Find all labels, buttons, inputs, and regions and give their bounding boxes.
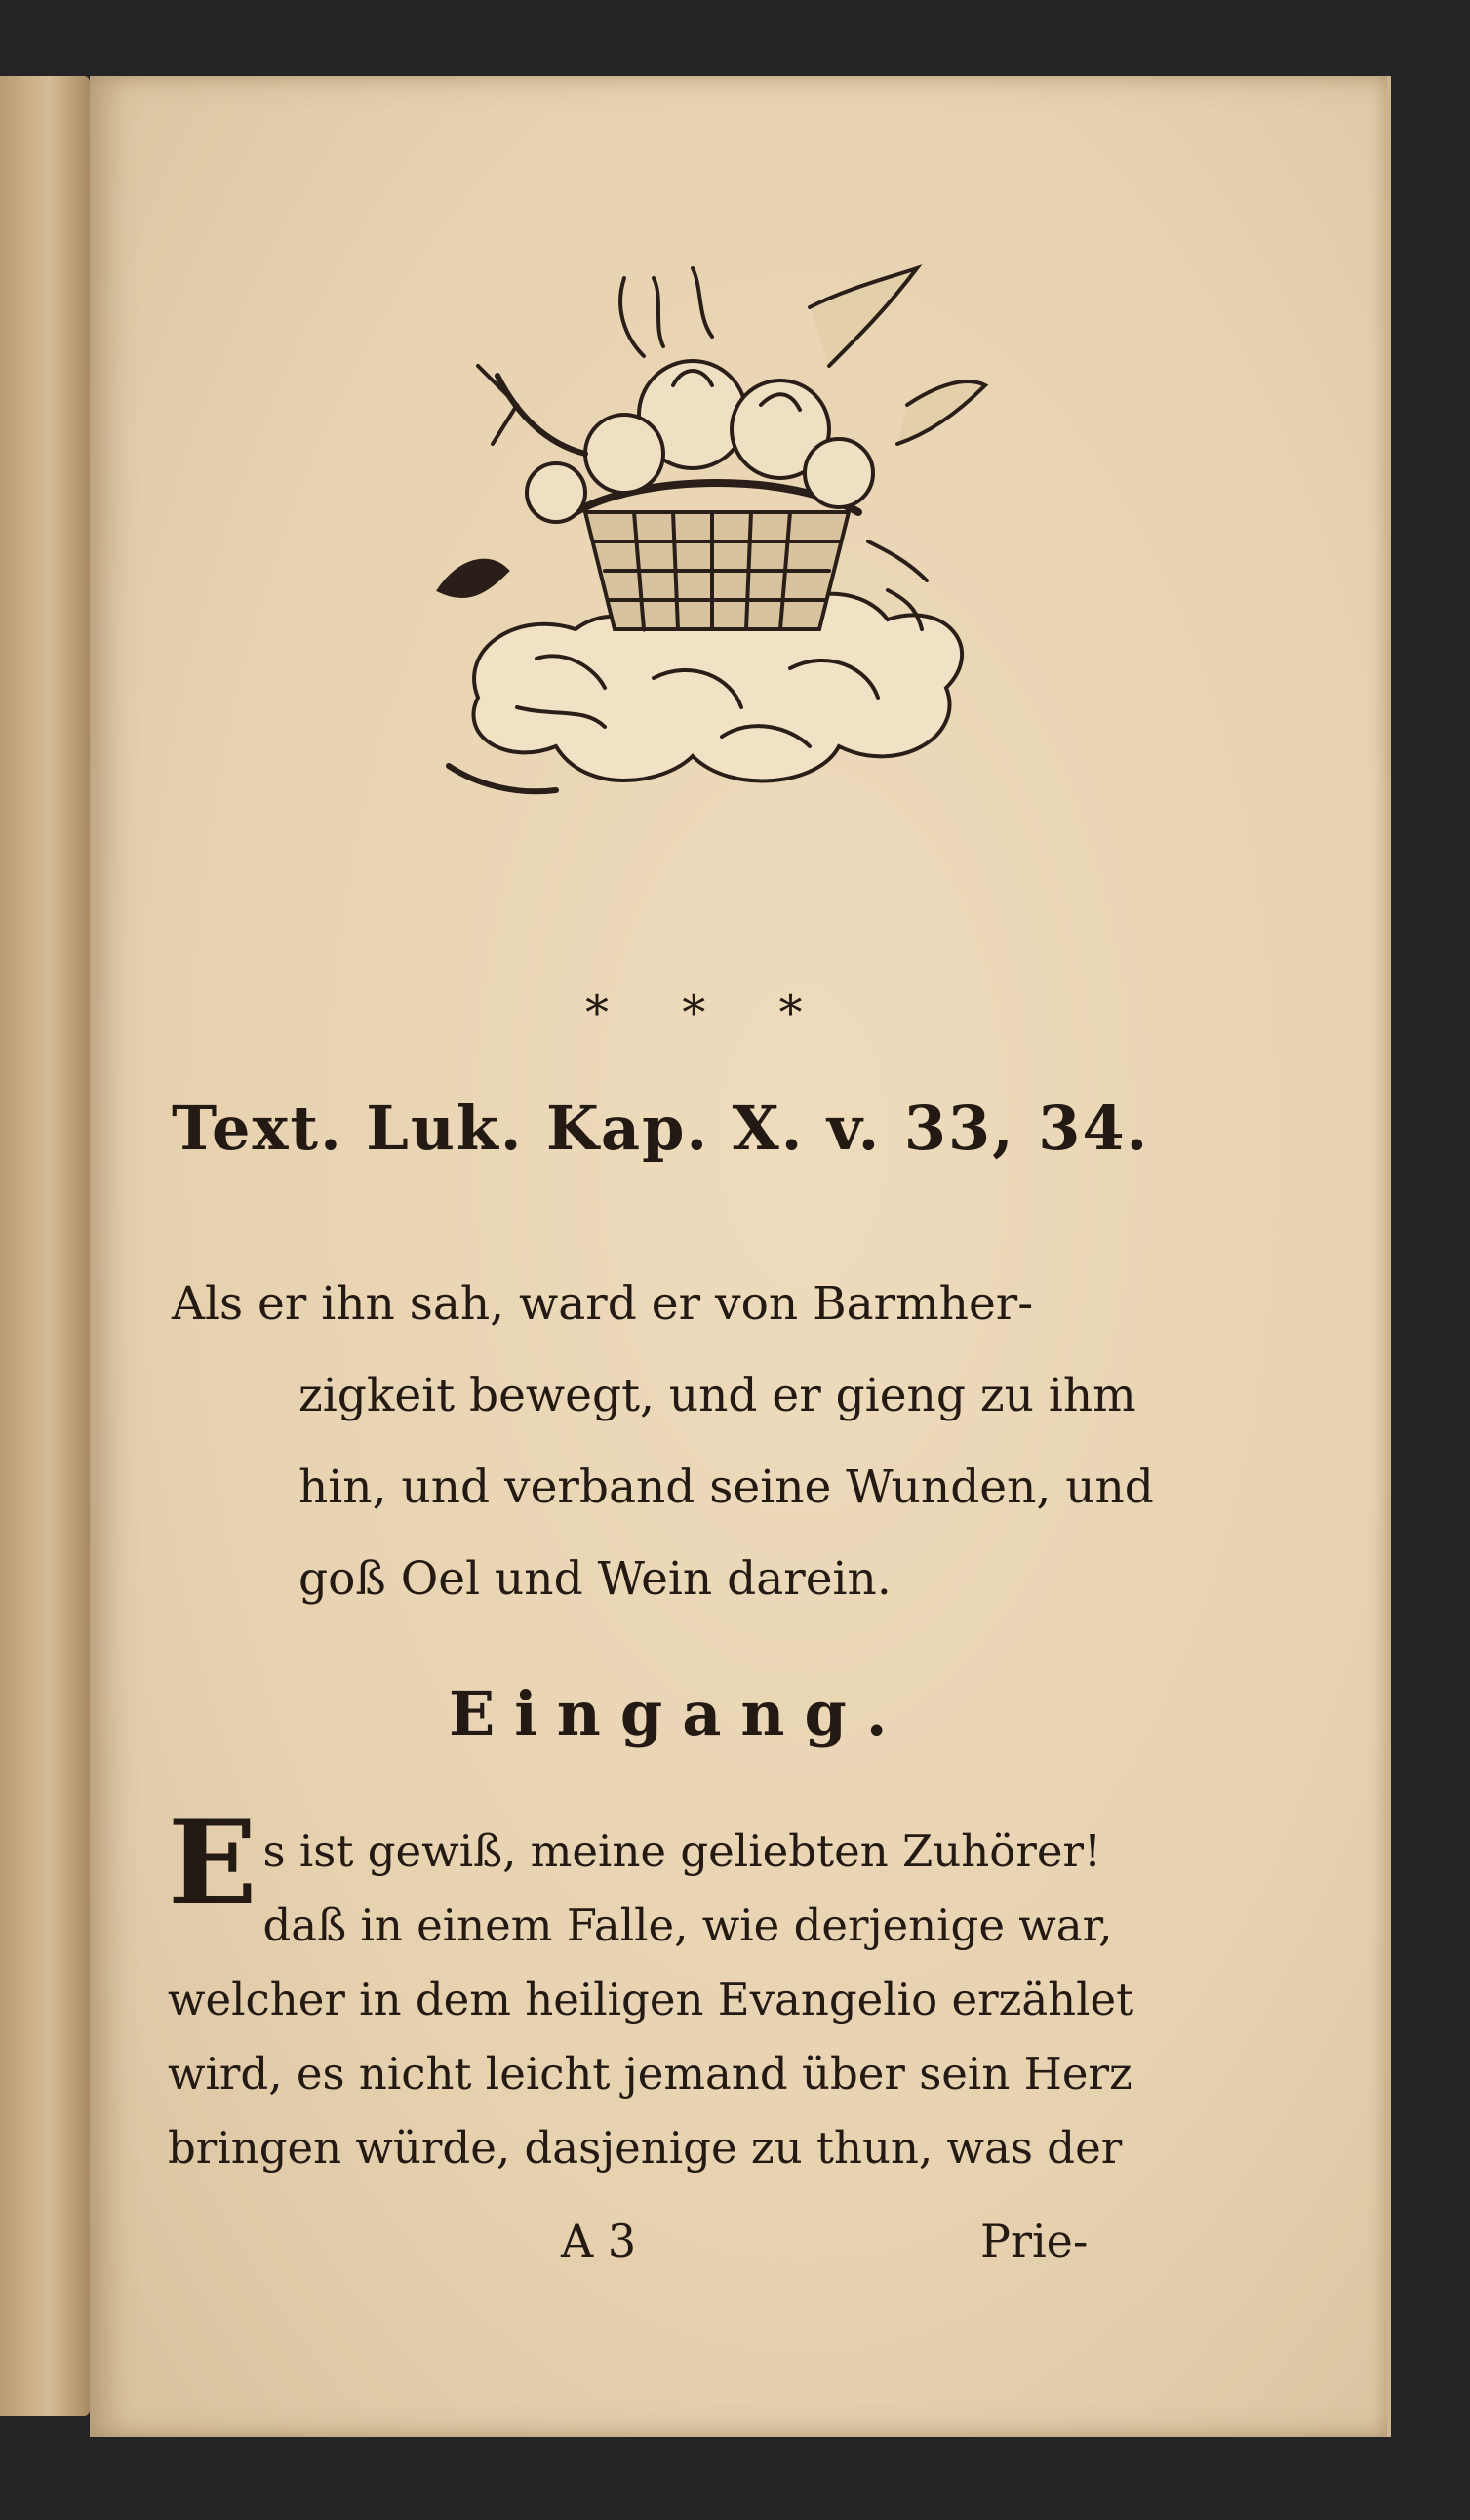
facing-page-edge (0, 76, 90, 2416)
verse-line: hin, und verband seine Wunden, und (298, 1460, 1154, 1514)
fruit-basket-on-cloud-icon (400, 220, 1024, 854)
catchword: Prie- (980, 2215, 1089, 2267)
verse-line: zigkeit bewegt, und er gieng zu ihm (298, 1369, 1136, 1422)
signature-mark: A 3 (561, 2215, 637, 2267)
body-text: s ist gewiß, meine geliebten Zuhörer! daß in einem Falle, wie derjenige war, welcher in dem heiligen Evangelio erzählet wird, es nicht leicht jemand über sein Herz bringen würde, dasjenige zu thun, was der (168, 1825, 1134, 2174)
scripture-reference-heading: Text. Luk. Kap. X. v. 33, 34. (172, 1093, 1150, 1164)
section-title: Eingang. (449, 1678, 907, 1749)
asterism: * * * (585, 985, 832, 1040)
verse-line: goß Oel und Wein darein. (298, 1552, 892, 1606)
body-paragraph (168, 1794, 1172, 2185)
verse-line: Als er ihn sah, ward er von Barmher- (172, 1277, 1034, 1331)
drop-cap: E (168, 1794, 258, 1932)
scripture-verse (172, 1259, 1154, 1625)
